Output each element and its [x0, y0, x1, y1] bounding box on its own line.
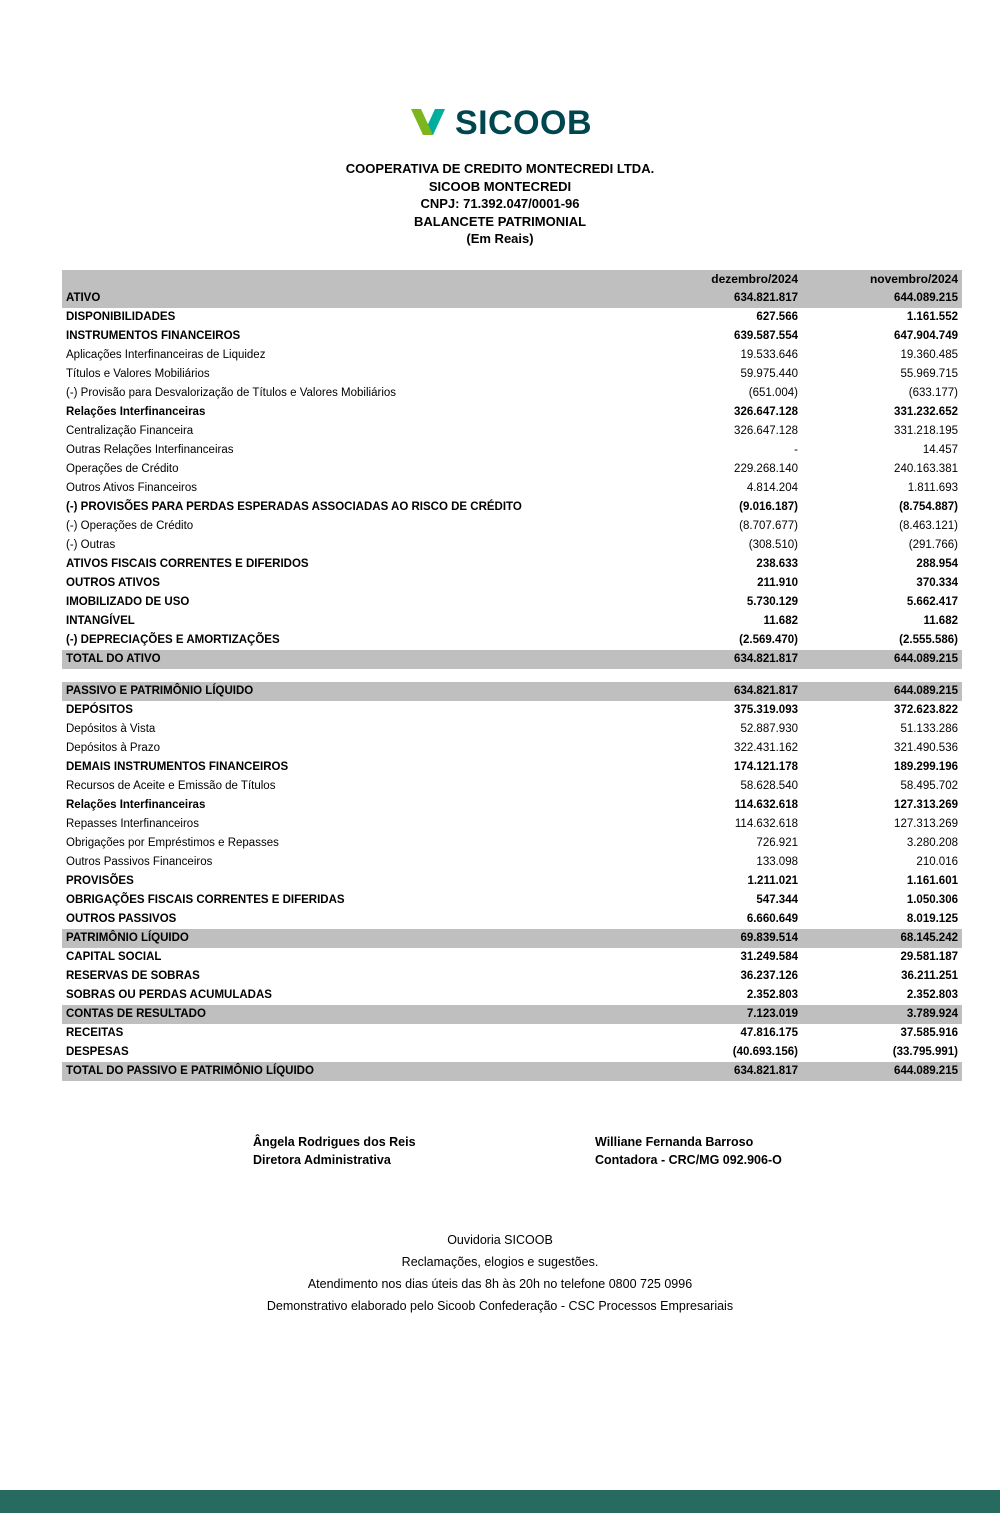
row-label: SOBRAS OU PERDAS ACUMULADAS: [66, 989, 272, 1001]
value-dezembro: 52.887.930: [740, 723, 798, 735]
value-dezembro: (9.016.187): [739, 501, 798, 513]
value-novembro: 36.211.251: [901, 970, 958, 982]
value-dezembro: 5.730.129: [746, 596, 798, 608]
value-dezembro: 11.682: [763, 615, 798, 627]
value-dezembro: 726.921: [756, 837, 798, 849]
report-title: BALANCETE PATRIMONIAL: [413, 213, 587, 229]
table-row: [62, 758, 962, 777]
table-row: [62, 815, 962, 834]
row-label: (-) DEPRECIAÇÕES E AMORTIZAÇÕES: [66, 634, 280, 646]
row-label: RESERVAS DE SOBRAS: [66, 970, 200, 982]
value-novembro: 55.969.715: [900, 368, 958, 380]
value-dezembro: -: [794, 444, 798, 456]
value-novembro: 1.161.552: [906, 311, 958, 323]
value-dezembro: 59.975.440: [740, 368, 798, 380]
value-dezembro: 58.628.540: [740, 780, 798, 792]
table-row: [62, 967, 962, 986]
value-dezembro: 229.268.140: [734, 463, 798, 475]
column-header-novembro: novembro/2024: [869, 272, 958, 286]
table-row: [62, 872, 962, 891]
value-novembro: 644.089.215: [894, 1065, 958, 1077]
value-dezembro: 639.587.554: [734, 330, 798, 342]
value-dezembro: (8.707.677): [739, 520, 798, 532]
signature-left: [253, 1133, 416, 1169]
table-row: [62, 631, 962, 650]
sicoob-logo: [0, 100, 1000, 146]
row-label: Relações Interfinanceiras: [66, 406, 206, 418]
row-label: PATRIMÔNIO LÍQUIDO: [66, 932, 189, 944]
row-label: DISPONIBILIDADES: [66, 311, 176, 323]
value-novembro: 68.145.242: [900, 932, 958, 944]
value-novembro: 210.016: [916, 856, 958, 868]
row-label: (-) Operações de Crédito: [66, 520, 194, 532]
table-row: [62, 739, 962, 758]
row-label: OUTROS PASSIVOS: [66, 913, 177, 925]
value-novembro: 321.490.536: [894, 742, 958, 754]
row-label: DEMAIS INSTRUMENTOS FINANCEIROS: [66, 761, 289, 773]
value-novembro: 372.623.822: [894, 704, 958, 716]
value-dezembro: 211.910: [757, 577, 798, 589]
row-label: Recursos de Aceite e Emissão de Títulos: [66, 780, 276, 792]
value-novembro: 127.313.269: [894, 799, 958, 811]
value-novembro: 2.352.803: [906, 989, 958, 1001]
value-dezembro: 114.632.618: [734, 818, 798, 830]
value-dezembro: (308.510): [748, 539, 798, 551]
value-dezembro: 4.814.204: [746, 482, 798, 494]
balance-table: [62, 270, 962, 1081]
value-dezembro: (40.693.156): [732, 1046, 798, 1058]
ativo-section: [62, 289, 962, 669]
row-label: Repasses Interfinanceiros: [66, 818, 199, 830]
row-label: Aplicações Interfinanceiras de Liquidez: [66, 349, 266, 361]
table-row: [62, 555, 962, 574]
value-dezembro: 6.660.649: [746, 913, 798, 925]
footer-feedback-line: Reclamações, elogios e sugestões.: [401, 1254, 599, 1269]
table-row: [62, 1024, 962, 1043]
value-novembro: 29.581.187: [900, 951, 958, 963]
footer-origin-line: Demonstrativo elaborado pelo Sicoob Confederação - CSC Processos Empresariais: [266, 1298, 734, 1313]
value-novembro: 189.299.196: [894, 761, 958, 773]
row-label: INSTRUMENTOS FINANCEIROS: [66, 330, 241, 342]
table-row: [62, 1005, 962, 1024]
signature-right: [595, 1133, 782, 1169]
table-row: [62, 682, 962, 701]
value-novembro: 19.360.485: [900, 349, 958, 361]
table-row: [62, 460, 962, 479]
row-label: Outras Relações Interfinanceiras: [66, 444, 234, 456]
sicoob-logo-icon: [408, 104, 448, 142]
signatures: [0, 1133, 1000, 1173]
currency-note: (Em Reais): [466, 231, 534, 246]
table-row: [62, 498, 962, 517]
row-label: Títulos e Valores Mobiliários: [66, 368, 210, 380]
row-label: Centralização Financeira: [66, 425, 194, 437]
value-novembro: (633.177): [908, 387, 958, 399]
table-row: [62, 986, 962, 1005]
value-novembro: (2.555.586): [899, 634, 958, 646]
sicoob-wordmark: SICOOB: [454, 103, 593, 142]
row-label: CAPITAL SOCIAL: [66, 951, 162, 963]
value-dezembro: 547.344: [756, 894, 798, 906]
value-novembro: 58.495.702: [900, 780, 958, 792]
value-novembro: 331.218.195: [894, 425, 958, 437]
value-dezembro: 7.123.019: [746, 1008, 798, 1020]
value-dezembro: 634.821.817: [734, 685, 798, 697]
value-dezembro: 174.121.178: [734, 761, 798, 773]
row-label: Operações de Crédito: [66, 463, 179, 475]
column-header-account: [62, 270, 642, 289]
signature-title-left: Diretora Administrativa: [253, 1152, 391, 1167]
row-label: Depósitos à Prazo: [66, 742, 160, 754]
row-label: PROVISÕES: [66, 875, 134, 887]
value-dezembro: 634.821.817: [734, 653, 798, 665]
value-dezembro: 322.431.162: [734, 742, 798, 754]
value-dezembro: 69.839.514: [740, 932, 798, 944]
value-novembro: 1.811.693: [907, 482, 958, 494]
table-row: [62, 403, 962, 422]
value-dezembro: 114.632.618: [734, 799, 798, 811]
trade-name: SICOOB MONTECREDI: [428, 178, 572, 194]
table-row: [62, 948, 962, 967]
value-dezembro: 2.352.803: [746, 989, 798, 1001]
row-label: Depósitos à Vista: [66, 723, 156, 735]
value-novembro: 370.334: [916, 577, 958, 589]
value-dezembro: 634.821.817: [734, 1065, 798, 1077]
row-label: DEPÓSITOS: [66, 704, 133, 716]
balancete-page: [0, 100, 1000, 1515]
value-novembro: 288.954: [916, 558, 958, 570]
table-row: [62, 593, 962, 612]
table-row: [62, 777, 962, 796]
value-novembro: 14.457: [922, 444, 958, 456]
row-label: INTANGÍVEL: [66, 615, 135, 627]
table-row: [62, 536, 962, 555]
section-spacer: [62, 669, 962, 682]
table-row: [62, 479, 962, 498]
value-dezembro: 326.647.128: [734, 425, 798, 437]
table-row: [62, 612, 962, 631]
table-row: [62, 701, 962, 720]
value-novembro: 51.133.286: [900, 723, 958, 735]
signature-name-right: Williane Fernanda Barroso: [595, 1134, 754, 1149]
value-novembro: (291.766): [908, 539, 958, 551]
value-novembro: 5.662.417: [906, 596, 958, 608]
table-row: [62, 365, 962, 384]
signature-title-right: Contadora - CRC/MG 092.906-O: [595, 1152, 782, 1167]
row-label: Outros Ativos Financeiros: [66, 482, 198, 494]
table-row: [62, 929, 962, 948]
footer-brand-bar: [0, 1490, 1000, 1513]
value-novembro: 3.789.924: [906, 1008, 958, 1020]
row-label: TOTAL DO PASSIVO E PATRIMÔNIO LÍQUIDO: [66, 1065, 314, 1077]
value-dezembro: 1.211.021: [747, 875, 798, 887]
footer: [0, 1229, 1000, 1317]
table-header-row: [62, 270, 962, 289]
row-label: Relações Interfinanceiras: [66, 799, 206, 811]
value-dezembro: 627.566: [756, 311, 798, 323]
row-label: RECEITAS: [66, 1027, 124, 1039]
table-row: [62, 910, 962, 929]
table-row: [62, 327, 962, 346]
table-row: [62, 574, 962, 593]
row-label: OBRIGAÇÕES FISCAIS CORRENTES E DIFERIDAS: [66, 894, 345, 906]
value-dezembro: (651.004): [748, 387, 798, 399]
row-label: (-) PROVISÕES PARA PERDAS ESPERADAS ASSOCIADAS AO RISCO DE CRÉDITO: [66, 501, 522, 513]
row-label: DESPESAS: [66, 1046, 129, 1058]
column-header-dezembro: dezembro/2024: [711, 272, 798, 286]
document-header: [0, 160, 1000, 248]
spacer-row: [62, 669, 962, 682]
value-novembro: (8.463.121): [899, 520, 958, 532]
value-dezembro: (2.569.470): [739, 634, 798, 646]
value-novembro: 3.280.208: [906, 837, 958, 849]
value-novembro: 644.089.215: [894, 653, 958, 665]
value-novembro: 331.232.652: [894, 406, 958, 418]
signature-name-left: Ângela Rodrigues dos Reis: [253, 1134, 416, 1149]
value-dezembro: 31.249.584: [740, 951, 798, 963]
table-row: [62, 796, 962, 815]
footer-phone-line: Atendimento nos dias úteis das 8h às 20h no telefone 0800 725 0996: [307, 1276, 693, 1291]
row-label: (-) Provisão para Desvalorização de Títulos e Valores Mobiliários: [66, 387, 397, 399]
row-label: TOTAL DO ATIVO: [66, 653, 161, 665]
row-label: IMOBILIZADO DE USO: [66, 596, 190, 608]
row-label: PASSIVO E PATRIMÔNIO LÍQUIDO: [66, 685, 254, 697]
value-novembro: 1.161.601: [906, 875, 958, 887]
value-novembro: 11.682: [923, 615, 958, 627]
value-dezembro: 47.816.175: [740, 1027, 798, 1039]
value-dezembro: 36.237.126: [740, 970, 798, 982]
table-row: [62, 346, 962, 365]
table-row: [62, 441, 962, 460]
row-label: Obrigações por Empréstimos e Repasses: [66, 837, 279, 849]
table-row: [62, 650, 962, 669]
value-novembro: (33.795.991): [892, 1046, 958, 1058]
table-row: [62, 384, 962, 403]
table-row: [62, 308, 962, 327]
value-novembro: 647.904.749: [894, 330, 958, 342]
table-row: [62, 720, 962, 739]
value-novembro: 127.313.269: [894, 818, 958, 830]
value-dezembro: 133.098: [756, 856, 798, 868]
row-label: Outros Passivos Financeiros: [66, 856, 213, 868]
table-row: [62, 834, 962, 853]
table-row: [62, 517, 962, 536]
table-row: [62, 853, 962, 872]
value-novembro: 240.163.381: [894, 463, 958, 475]
value-novembro: 1.050.306: [906, 894, 958, 906]
value-novembro: 644.089.215: [894, 292, 958, 304]
value-dezembro: 375.319.093: [734, 704, 798, 716]
value-novembro: 644.089.215: [894, 685, 958, 697]
row-label: ATIVOS FISCAIS CORRENTES E DIFERIDOS: [66, 558, 309, 570]
row-label: OUTROS ATIVOS: [66, 577, 160, 589]
cnpj-line: CNPJ: 71.392.047/0001-96: [420, 196, 580, 211]
row-label: (-) Outras: [66, 539, 116, 551]
spacer-cell: [62, 669, 962, 682]
value-dezembro: 326.647.128: [734, 406, 798, 418]
table-row: [62, 1043, 962, 1062]
row-label: CONTAS DE RESULTADO: [66, 1008, 206, 1020]
value-novembro: 37.585.916: [900, 1027, 958, 1039]
footer-ouvidoria-line: Ouvidoria SICOOB: [447, 1232, 553, 1247]
value-dezembro: 19.533.646: [740, 349, 798, 361]
value-novembro: (8.754.887): [899, 501, 958, 513]
table-row: [62, 422, 962, 441]
value-novembro: 8.019.125: [906, 913, 958, 925]
value-dezembro: 634.821.817: [734, 292, 798, 304]
row-label: ATIVO: [66, 292, 101, 304]
company-name: COOPERATIVA DE CREDITO MONTECREDI LTDA.: [345, 161, 655, 176]
passivo-section: [62, 682, 962, 1081]
table-row: [62, 289, 962, 308]
value-dezembro: 238.633: [756, 558, 798, 570]
table-row: [62, 1062, 962, 1081]
table-row: [62, 891, 962, 910]
